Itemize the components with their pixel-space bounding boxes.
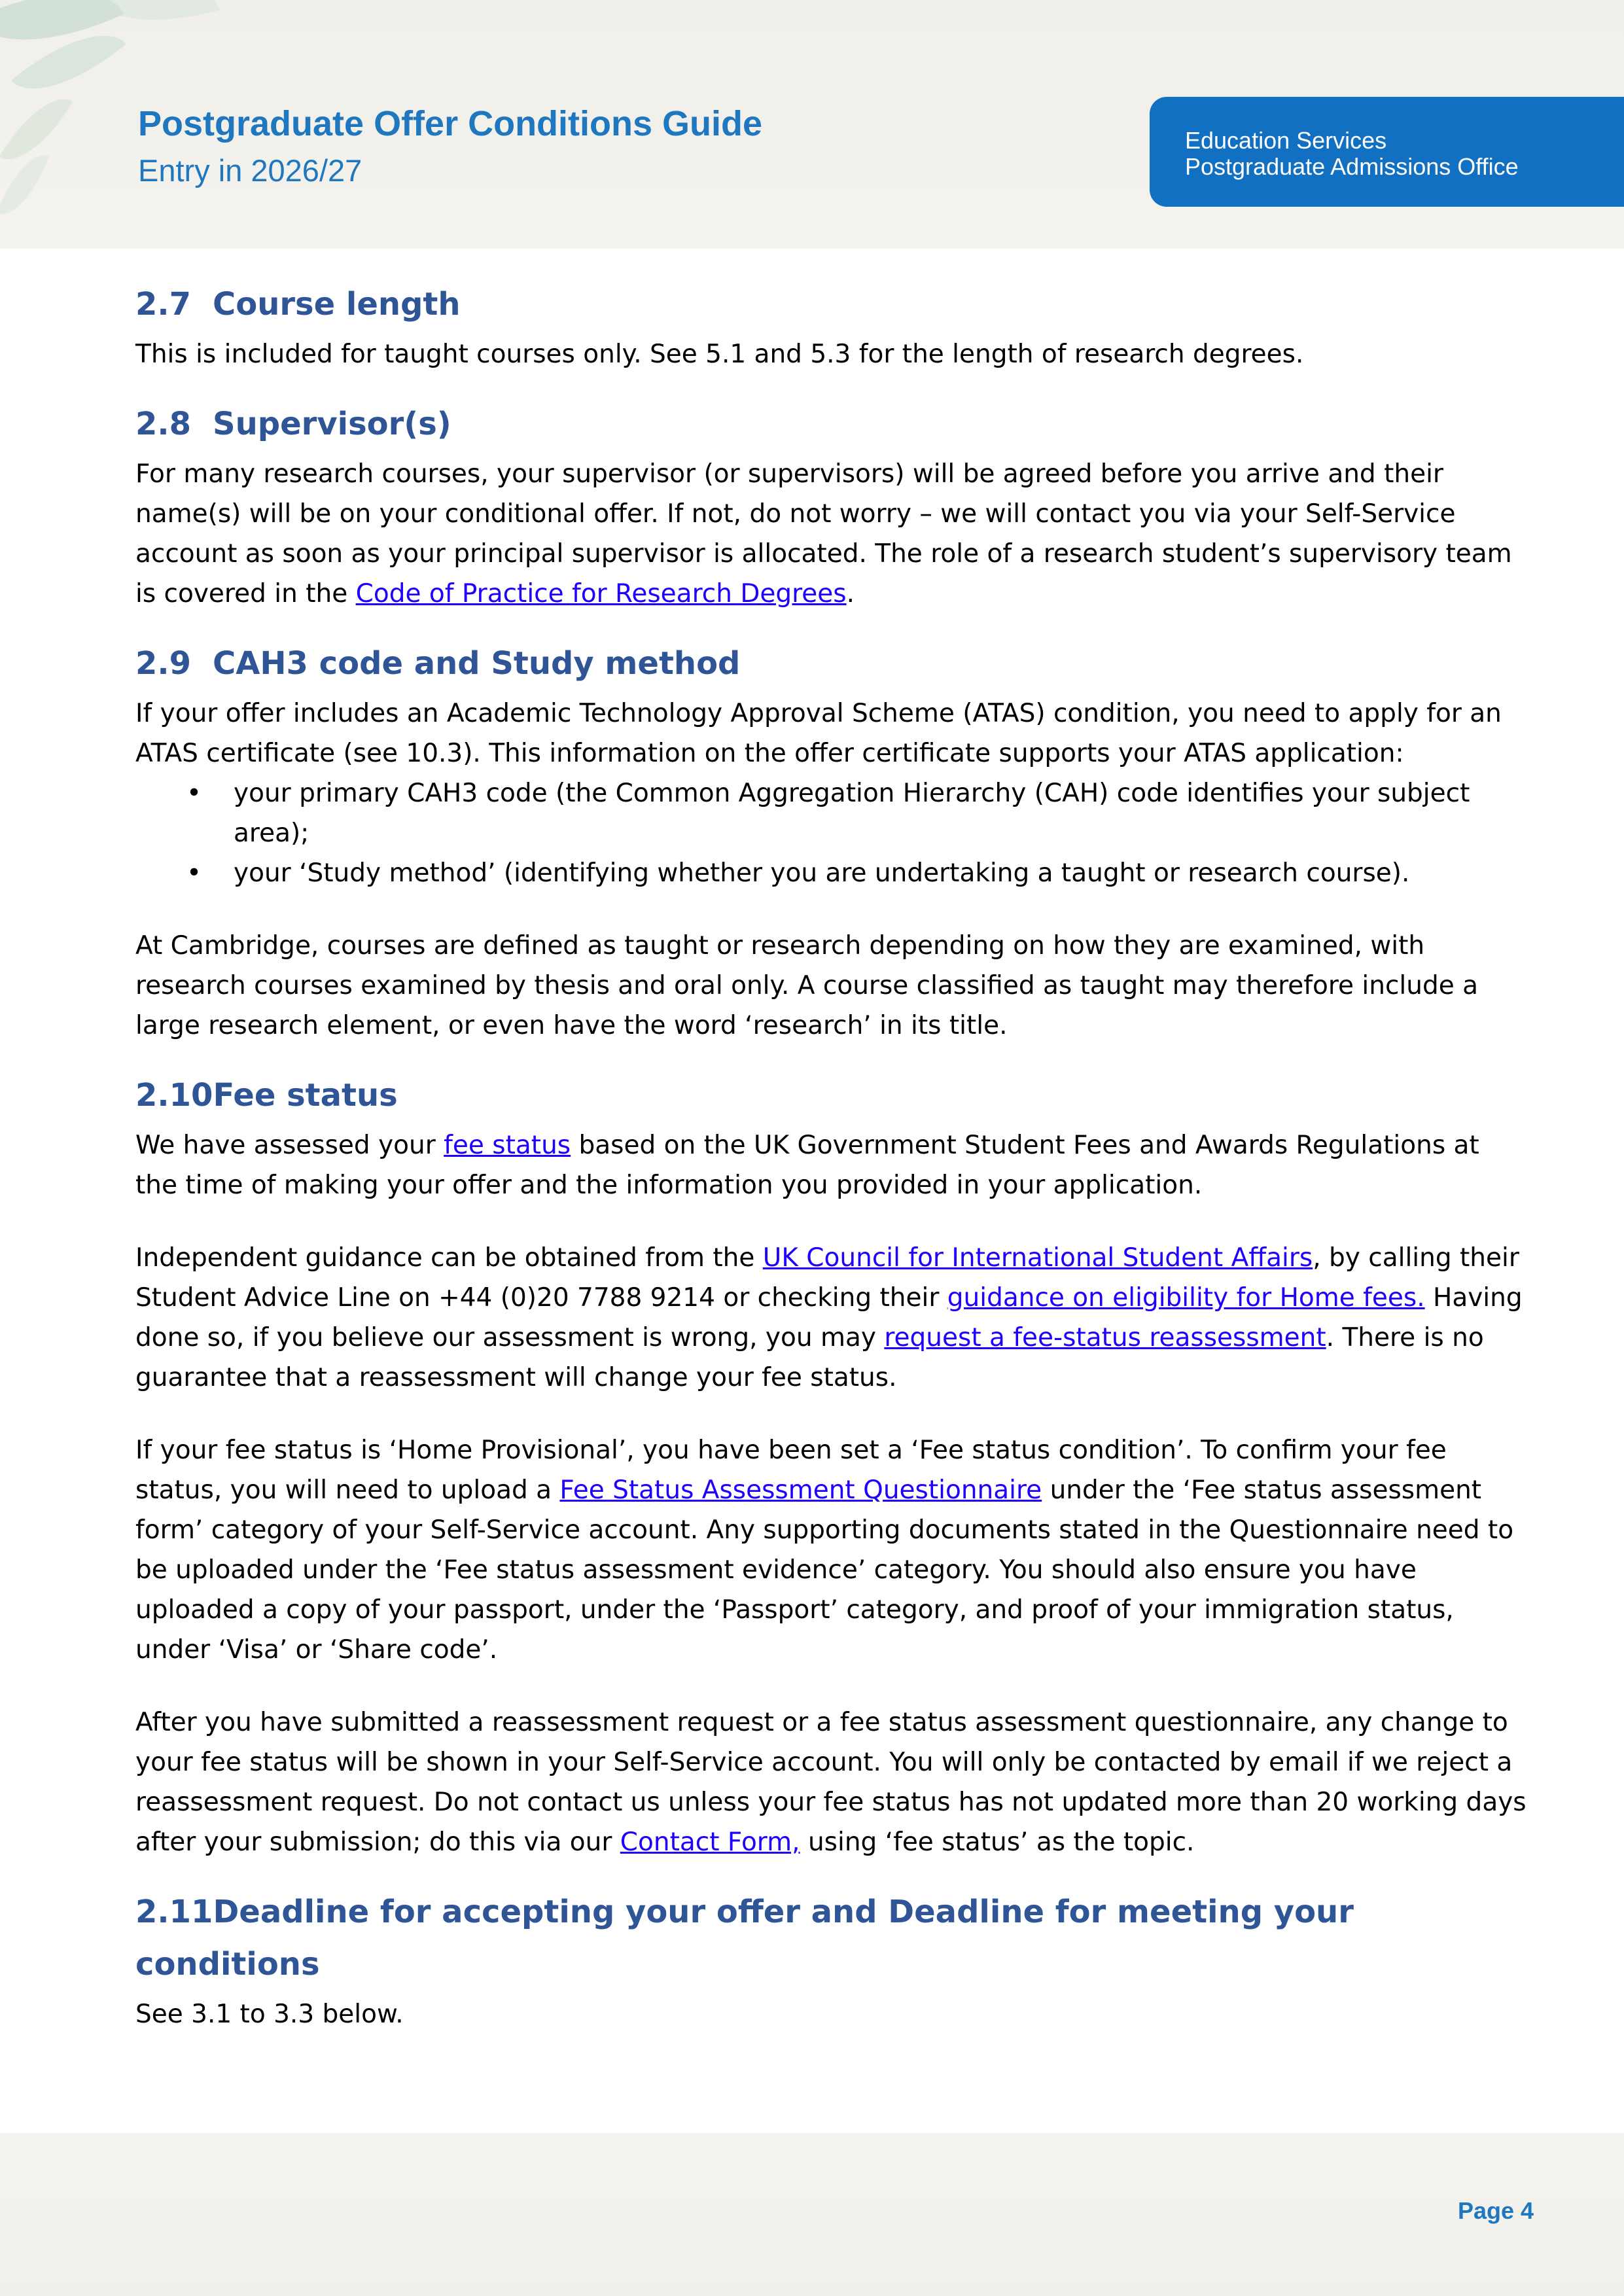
list-item: • your primary CAH3 code (the Common Aggregation Hierarchy (CAH) code identifies your subject area); — [234, 773, 1529, 853]
section-title: Fee status — [213, 1077, 398, 1114]
section-number: 2.11 — [135, 1894, 213, 1930]
text-run: . — [846, 579, 855, 609]
text-run: For many research courses, your supervisor (or supervisors) will be agreed before you arrive and their name(s) will be on your conditional offer. If not, do not worry – we will contact you via your Self-Service account as soon as your principal supervisor is allocated. The role of a research student’s supervisory team is covered in the — [135, 459, 1512, 609]
office-line-1: Education Services — [1185, 127, 1387, 154]
text-run: Having done so, if you believe our assessment is wrong, you may — [135, 1283, 1523, 1352]
office-line-2: Postgraduate Admissions Office — [1185, 153, 1519, 180]
code-of-practice-link[interactable]: Code of Practice for Research Degrees — [355, 579, 847, 609]
text-run: based on the UK Government Student Fees and Awards Regulations at the time of making your offer and the information you provided in your application. — [135, 1131, 1479, 1200]
section-heading-2-7 — [135, 278, 1529, 330]
section-heading-2-11 — [135, 1886, 1529, 1990]
text-run: If your fee status is ‘Home Provisional’, you have been set a ‘Fee status condition’. To confirm your fee status, you will need to upload a — [135, 1436, 1447, 1505]
text-run: Independent guidance can be obtained from the — [135, 1243, 763, 1273]
contact-form-link[interactable]: Contact Form, — [620, 1828, 800, 1857]
section-number: 2.8 — [135, 406, 192, 442]
text-run: , by calling their Student Advice Line on +44 (0)20 7788 9214 or checking their — [135, 1243, 1519, 1313]
section-title: Supervisor(s) — [213, 406, 451, 442]
main-content — [135, 278, 1529, 2034]
paragraph — [135, 1703, 1529, 1862]
fee-status-reassessment-link[interactable]: request a fee-status reassessment — [884, 1323, 1326, 1352]
bullet-list — [135, 773, 1529, 893]
page-number: Page 4 — [1458, 2197, 1534, 2224]
leaf-decoration — [94, 0, 220, 41]
paragraph — [135, 1430, 1529, 1670]
footer-band — [0, 2133, 1624, 2296]
text-run: We have assessed your — [135, 1131, 444, 1160]
home-fees-guidance-link[interactable]: guidance on eligibility for Home fees. — [947, 1283, 1425, 1313]
paragraph — [135, 1238, 1529, 1398]
paragraph: At Cambridge, courses are defined as taught or research depending on how they are examined, with research courses examined by thesis and oral only. A course classified as taught may therefore include a large research element, or even have the word ‘research’ in its title. — [135, 931, 1478, 1040]
text-run: . There is no guarantee that a reassessment will change your fee status. — [135, 1323, 1484, 1392]
section-heading-2-9 — [135, 637, 1529, 690]
office-label-box — [1150, 97, 1624, 207]
paragraph — [135, 454, 1529, 614]
text-run: under the ‘Fee status assessment form’ category of your Self-Service account. Any supporting documents stated in the Questionnaire need to be uploaded under the ‘Fee status assessment evidence’ category. You should also ensure you have uploaded a copy of your passport, under the ‘Passport’ category, and proof of your immigration status, under ‘Visa’ or ‘Share code’. — [135, 1475, 1514, 1665]
document-subtitle: Entry in 2026/27 — [138, 153, 362, 188]
section-heading-2-10 — [135, 1069, 1529, 1122]
paragraph — [135, 1125, 1529, 1205]
section-title: Deadline for accepting your offer and Deadline for meeting your conditions — [135, 1894, 1354, 1983]
ukcisa-link[interactable]: UK Council for International Student Affairs — [762, 1243, 1313, 1273]
section-heading-2-8 — [135, 398, 1529, 450]
fee-status-questionnaire-link[interactable]: Fee Status Assessment Questionnaire — [559, 1475, 1042, 1505]
paragraph: If your offer includes an Academic Technology Approval Scheme (ATAS) condition, you need to apply for an ATAS certificate (see 10.3). This information on the offer certificate supports your ATAS application: — [135, 699, 1502, 768]
section-number: 2.10 — [135, 1077, 213, 1114]
text-run: using ‘fee status’ as the topic. — [800, 1828, 1195, 1857]
paragraph: This is included for taught courses only. See 5.1 and 5.3 for the length of research degrees. — [135, 340, 1304, 369]
list-item: • your ‘Study method’ (identifying whether you are undertaking a taught or research course). — [234, 853, 1529, 893]
section-title: Course length — [213, 286, 461, 323]
section-number: 2.9 — [135, 645, 192, 682]
section-number: 2.7 — [135, 286, 192, 323]
document-title: Postgraduate Offer Conditions Guide — [138, 104, 763, 143]
fee-status-link[interactable]: fee status — [444, 1131, 571, 1160]
section-title: CAH3 code and Study method — [213, 645, 741, 682]
paragraph: See 3.1 to 3.3 below. — [135, 2000, 404, 2029]
text-run: After you have submitted a reassessment request or a fee status assessment questionnaire, any change to your fee status will be shown in your Self-Service account. You will only be contacted by email if we reject a reassessment request. Do not contact us unless your fee status has not updated more than 20 working days after your submission; do this via our — [135, 1708, 1527, 1857]
